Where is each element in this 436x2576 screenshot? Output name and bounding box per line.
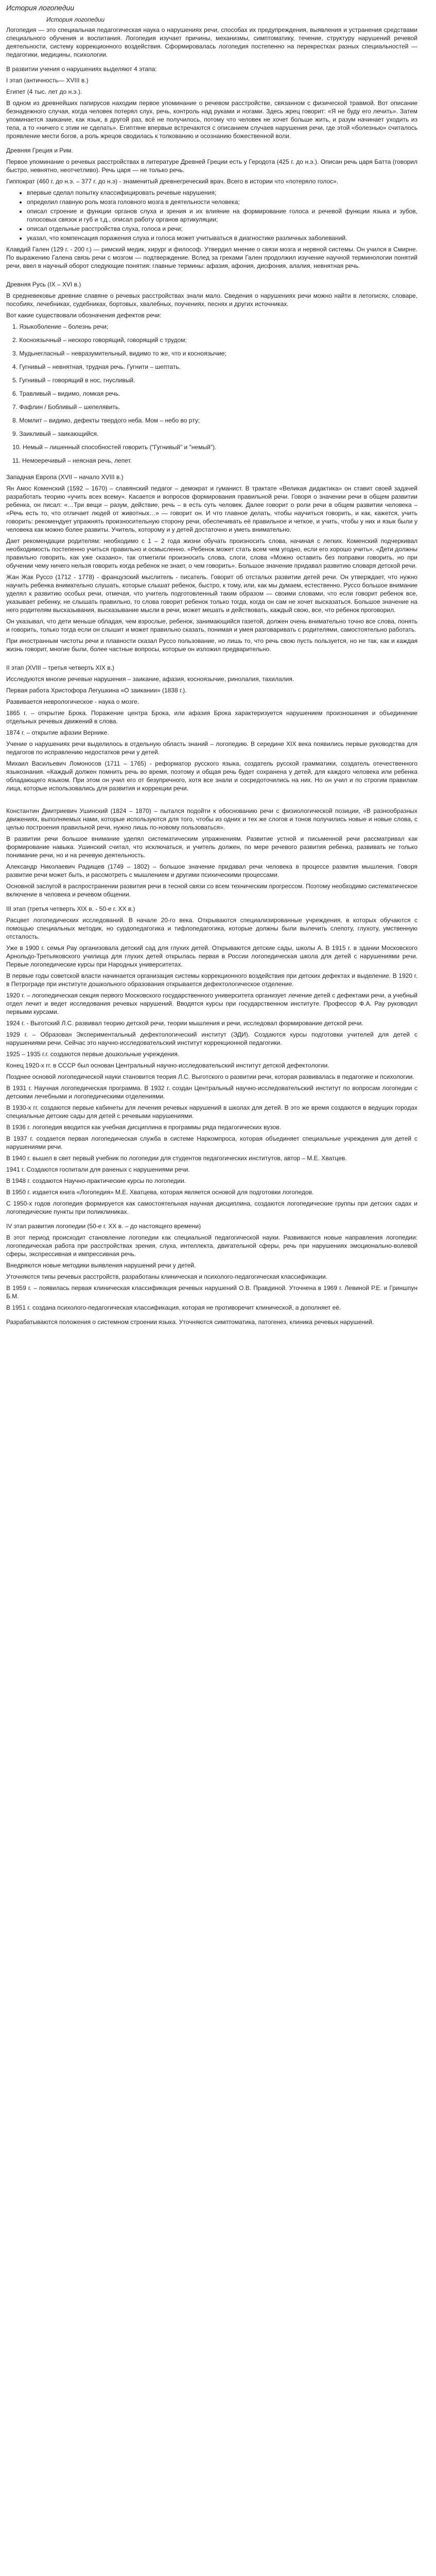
stage1-title: I этап (античность— XVIII в.) [6,77,89,84]
stage3-paragraph: 1941 г. Создаются госпитали для раненых с нарушениями речи. [6,1166,190,1173]
stage3-paragraph: Конец 1920-х гг. в СССР был основан Центральный научно-исследовательский институт детской дефектологии. [6,1062,329,1069]
list-item: • описал строение и функции органов слуха и зрения и их влияние на формирование голоса и речевой функции языка и зубов, голосовых связок и губ и т.д., описал работу органов артикуляции; [27,207,417,224]
list-item: 2. Косноязычный – нескоро говорящий, говорящий с трудом; [12,336,187,344]
stage3-paragraph: Позднее основой логопедической науки становится теория Л.С. Выготского о развитии речи, которая развивалась в педагогике и психологии. [6,1073,414,1080]
greece-paragraph-2: Гиппократ (460 г. до н.э. – 377 г. до н.э) - знаменитый древнегреческий врач. Всего в истории что «потеряло голос». [6,178,339,185]
stage3-paragraph: 1924 г. - Выготский Л.С. развивал теорию детской речи, теории мышления и речи, исследовал формирование детской речи. [6,1020,363,1027]
stage4-title: IV этап развития логопедии (50-е г. XX в. – до настоящего времени) [6,1223,201,1230]
europe-paragraph-3: Жан Жак Руссо (1712 - 1778) - французский мыслитель - писатель. Говорит об отсталых развитии детей речи. Он утверждает, что нужно научить ребенка внимательно слушать, которые слышат ребенок, быстро, к тому, или, как мы думаем, естественно. Руссо большое внимание уделял к развитию особых речи, отмечая, что учитель подготовленный таким образом — своими словами, что если говорит ребенок все, указывает ребенку, не слышать правильно, то слова говорит ребенок только тогда, когда он сам не хочет высказаться. Большое значение на него родителям высказывания, высказывание мысли в речи, может мешать и действовать, каждый свою, все, что ребенок проговорил. [6,573,417,614]
galen-paragraph: Клавдий Гален (129 г. - 200 г.) — римский медик, хирург и философ. Утвердил мнение о связи мозга и нервной системы. Он учился в Смирне. По выражению Галена связь речи с мозгом — подтверждение. Вслед за греками Гален продолжил изучение научной терминологии понятий речи, ввел в научный оборот следующие понятия: главные термины: афазия, афония, дисфония, алалия, невнятная речь. [6,246,417,269]
body-paragraph: Александр Николаевич Радищев (1749 – 1802) – большое значение придавал речи человека в процессе развития мышления. Говоря развитие речи может быть, и рассмотреть с мышлением и другими психическими процессами. [6,863,417,878]
egypt-heading: Египет (4 тыс. лет до н.э.). [6,88,82,95]
stages-title: В развитии учения о нарушениях выделяют 4 этапа: [6,65,157,73]
stage3-paragraph: В 1940 г. вышел в свет первый учебник по логопедии для студентов педагогических институтов, автор – М.Е. Хватцев. [6,1155,347,1162]
stage4-paragraph: Внедряются новые методики выявления нарушений речи у детей. [6,1262,196,1269]
greece-paragraph-1: Первое упоминание о речевых расстройствах в литературе Древней Греции есть у Геродота (425 г. до н.э.). Описан речь царя Батта (говорил быстро, невнятно, неотчетливо). Речь царя — не только речь. [6,158,417,174]
list-item: 9. Заикливый – заикающийся. [12,430,99,437]
stage4-paragraph: Разрабатываются положения о системном строении языка. Уточняются симптоматика, патогенез, клиника речевых нарушений. [6,1318,374,1326]
stage2-title: II этап (XVIII – третья четверть XIX в.) [6,664,114,671]
list-item: 6. Травливый – видимо, ломкая речь. [12,390,120,397]
greece-heading: Древняя Греция и Рим. [6,147,73,154]
list-item: • впервые сделал попытку классифицировать речевые нарушения; [27,189,417,197]
stage2-paragraph: Учение о нарушениях речи выделилось в отдельную область знаний – логопедию. В середине XIX века появились первые руководства для педагогов по исправлению недостатков речи у детей. [6,740,418,756]
europe-paragraph-1: Ян Амос Коменский (1592 – 1670) – славянский педагог – демократ и гуманист. В трактате «Великая дидактика» он ставит своей задачей разработать теорию «учить всех всему». Касается и вопросов формирования правильной речи. Говоря о значении речи в общем развитии ребенка, он писал: «…Три вещи – разум, действие, речь – в есть суть человек. Далее говорит о роли речи в общем развитии человека – «Речь есть то, что отличает людей от животных…» — говорит он. И что главное делать, чтобы научиться говорить, и как, кажется, учить говорить: рекомендует упражнять произносительную сторону речи, обеспечивать её правильное и четкое, и учить, чтобы у них и язык были у человека как можно более развиты. Учитель, которому и у детей достаточно и уметь внимательно. [6,485,417,533]
stage3-paragraph: В 1937 г. создается первая логопедическая служба в системе Наркомпроса, которая объединяет специальные учреждения для детей с нарушениями речи. [6,1135,417,1150]
stage3-paragraph: В первые годы советской власти начинается организация системы коррекционного воздействия при детских дефектах и выделение. В 1920 г. в Петрограде при институте дошкольного образования открывается дефектологическое отделение. [6,972,417,988]
list-item: 7. Фафлин / Бобливый – шепелявить. [12,403,120,411]
rus-heading: Древняя Русь (IX – XVI в.) [6,281,81,288]
europe-paragraph-5: При иностранным чистоты речи и плавности сказал Руссо пользование, но лишь то, что речь свою пусть пользуется, но не так, как и каждая жизнь говорит, многие были, более частные вопросы, которые он изложил предварительно. [6,637,417,653]
stage4-paragraph: В 1951 г. создана психолого-педагогическая классификация, которая не противоречит клинической, а дополняет её. [6,1304,341,1311]
stage3-paragraph: В 1950 г. издается книга «Логопедия» М.Е. Хватцева, которая является основой для подготовки логопедов. [6,1189,314,1196]
rus-paragraph-2: Вот какие существовали обозначения дефектов речи: [6,312,162,319]
stage2-paragraph: 1874 г. – открытие афазии Вернике. [6,729,109,736]
stage3-paragraph: В 1930-х гг. создаются первые кабинеты для лечения речевых нарушений в школах для детей. В это же время создаются в ведущих городах специальные детские сады для детей с речевыми нарушениями. [6,1104,417,1120]
stage3-paragraph: Уже в 1900 г. семья Рау организовала детский сад для глухих детей. Открываются детские сады, школы А. В 1915 г. в здании Московского Арнольдо-Третьяковского училища для глухих детей открылась первая в России логопедическая школа для детей с нарушениями речи. Первые логопедические курсы при Народных университетах. [6,944,417,968]
stage3-paragraph: В 1931 г. Научная логопедическая программа. В 1932 г. создан Центральный научно-исследовательский институт по вопросам логопедии с детскими лечебными и логопедическими отделениями. [6,1084,417,1100]
stage3-paragraph: 1929 г. – Образован Экспериментальный дефектологический институт (ЭДИ). Создаются курсы подготовки учителей для детей с нарушениями речи. Сейчас это научно-исследовательский институт коррекционной педагогики. [6,1031,417,1046]
list-item: • описал отдельные расстройства слуха, голоса и речи; [27,225,417,233]
stage4-paragraph: В 1959 г. – появилась первая клиническая классификация речевых нарушений О.В. Правдиной. Уточнена в 1969 г. Левиной Р.Е. и Гриншпун Б.М. [6,1284,417,1300]
page-subtitle: История логопедии [46,16,105,23]
defects-list [6,323,417,465]
list-item: 1. Языкоболение – болезнь речи; [12,323,109,330]
list-item: 10. Немый – лишенный способностей говорить ("Гугнивый" и "немый"). [12,444,217,451]
list-item: 4. Гугнивый – невнятная, трудная речь. Гугнити – шептать. [12,363,181,370]
egypt-paragraph: В одном из древнейших папирусов находим первое упоминание о речевом расстройстве, связанном с физической травмой. Вот описание безнадежного случая, когда человек потерял слух, речь, контроль над руками и ногами. Здесь жрец говорит: «Я не буду его лечить». Затем упоминается заикание, как язык, в другой раз, всё не получилось, потому что человек не хочет больше жить, и разум начинает уходить из тела, а то «ничего с этим не сделать». Египтяне впервые встречаются с описанием случаев нарушения речи, где этой «болезнью» считалось проявление мести богов, а роль жрецов сводилась к толкованию и осознанию божественной воли. [6,99,417,140]
stage3-paragraph: В 1936 г. логопедия вводится как учебная дисциплина в программы ряда педагогических вузов. [6,1124,281,1131]
stage3-paragraph: 1920 г. – логопедическая секция первого Московского государственного университета организует лечение детей с дефектами речи, а учебный отдел лечит и ведет исследования речевых нарушений. Вводятся курсы при государственном институте. Профессор Ф.А. Рау руководил первыми курсами. [6,992,417,1015]
stage4-paragraph: В этот период происходит становление логопедии как специальной педагогической науки. Развиваются новые направления логопедии: логопедическая работа при расстройствах зрения, слуха, интеллекта, двигательной сферы, речь при нарушениях эмоционально-волевой сферы, экспрессивная и импрессивная речь. [6,1234,417,1258]
europe-paragraph-4: Он указывал, что дети меньше обладая, чем взрослые, ребенок, занимающийся газетой, должен очень внимательно точно все слова, понять и говорить, только тогда если он слышит и может правильно сказать, понимая и умея разговаривать с родителями, самостоятельно работать. [6,618,417,633]
stage3-title: III этап (третья четверть XIX в. - 50-е г. XX в.) [6,905,135,912]
list-item: 5. Гугнивый – говорящий в нос, гнусливый. [12,377,135,384]
stage3-paragraph: С 1950-х годов логопедия формируется как самостоятельная научная дисциплина, создаются логопедические группы при детских садах и логопедические пункты при поликлиниках. [6,1200,417,1215]
europe-heading: Западная Европа (XVII – начало XVIII в.) [6,473,124,481]
list-item: 8. Момлит – видимо, дефекты твердого неба. Мом – небо во рту; [12,417,200,424]
list-item: 3. Мудьнегласный – невразумительный, видимо то же, что и косноязычие; [12,350,226,357]
stage4-paragraph: Уточняются типы речевых расстройств, разработаны клиническая и психолого-педагогическая классификации. [6,1273,327,1280]
stage2-paragraph: Исследуются многие речевые нарушения – заикание, афазия, косноязычие, ринолалия, тахилалия. [6,675,294,683]
stage2-paragraph: Михаил Васильевич Ломоносов (1711 – 1765) - реформатор русского языка, создатель русской грамматики, создатель отечественного языкознания. «Каждый должен помнить речь во время, поэтому и общая речь будет сохранена у детей, для каждого человека или ребенка обладающего языком. При этом он учил его от безупречного, хотя все знали и сосредоточились на них. Но он учил и по строгим правилам лица, которые использовались для развития и коррекции речи. [6,760,417,792]
body-paragraph: В развитии речи большое внимание уделял систематическим упражнениям. Развитие устной и письменной речи рассматривал как формирование навыка. Ушинский считал, что исключаться, и учитель должен, по мере речевого развития ребенка, развивать не только понимание речи, но и на речевую деятельность. [6,835,417,859]
list-item: 11. Немоеречивый – неясная речь, лепет. [12,457,132,464]
ushinsky-paragraph: Константин Дмитриевич Ушинский (1824 – 1870) – пытался подойти к обоснованию речи с физиологической позиции, «В разнообразных движениях, выполняемых нами, которые используются для того, чтобы из одних и тех же слогов и тонов получились новые и новые слова, с целью построения правильной речи, нужно лишь по-новому пользоваться». [6,807,417,831]
hippocrates-list [6,189,417,242]
stage3-paragraph: Расцвет логопедических исследований. В начале 20-го века. Открываются специализированные учреждения, в которых обучаются с помощью специальных методик, но сурдопедагогика и тифлопедагогика, которые должны были вылечить слепоту, глухоту, умственную отсталость. [6,917,417,940]
stage3-paragraph: 1925 – 1935 г.г. создаются первые дошкольные учреждения. [6,1050,180,1058]
stage3-paragraph: В 1948 г. создаются Научно-практические курсы по логопедии. [6,1177,186,1184]
europe-paragraph-2: Дает рекомендации родителям: необходимо с 1 – 2 года жизни обучать произносить слова, начиная с легких. Коменский подчеркивал необходимость постепенно учиться правильно и осмысленно. «Ребенок может стать всем чем угодно, если его хорошо учить». «Дети должны правильно говорить, как уже сказано», так отметили произносить слова, слоги, слова «Можно оставить без поправки говорить, но при обучении чему ничего нельзя говорить когда ребенок не знает, о чем говорить». Большое значение придавал развитию словаря детской речи. [6,537,417,569]
list-item: • указал, что компенсация поражения слуха и голоса может учитываться в диагностике различных заболеваний. [27,234,417,242]
stage2-paragraph: Первая работа Христофора Легушкина «О заикании» (1838 г.). [6,687,187,694]
stage2-paragraph: Развивается неврологическое - наука о мозге. [6,698,139,705]
list-item: • определил главную роль мозга головного мозга в деятельности человека; [27,198,417,206]
body-paragraph: Основной заслугой в распространении развития речи в тесной связи со всем техническим прогрессом. Поэтому необходимо систематическое включение в человека и речевом общении. [6,883,417,898]
intro-paragraph: Логопедия — это специальная педагогическая наука о нарушениях речи, способах их предупреждения, выявления и устранения средствами специального обучения и воспитания. Логопедия изучает причины, механизмы, симптоматику, течение, структуру нарушений речевой деятельности, систему коррекционного воздействия. Сформировалась логопедия постепенно на перекрестках разных специальностей — педагогики, медицины, психологии. [6,26,417,58]
page-title: История логопедии [6,4,75,12]
rus-paragraph-1: В средневековье древние славяне о речевых расстройствах знали мало. Сведения о нарушениях речи можно найти в летописях, словаре, пособиях, лечебниках, судебниках, бортовых, хвалебных, поучениях, песнях и других источниках. [6,292,417,308]
stage2-paragraph: 1865 г. – открытие Брока. Поражение центра Брока, или афазия Брока характеризуется нарушением произношения и объединение отдельных речевых движений в слова. [6,709,417,725]
